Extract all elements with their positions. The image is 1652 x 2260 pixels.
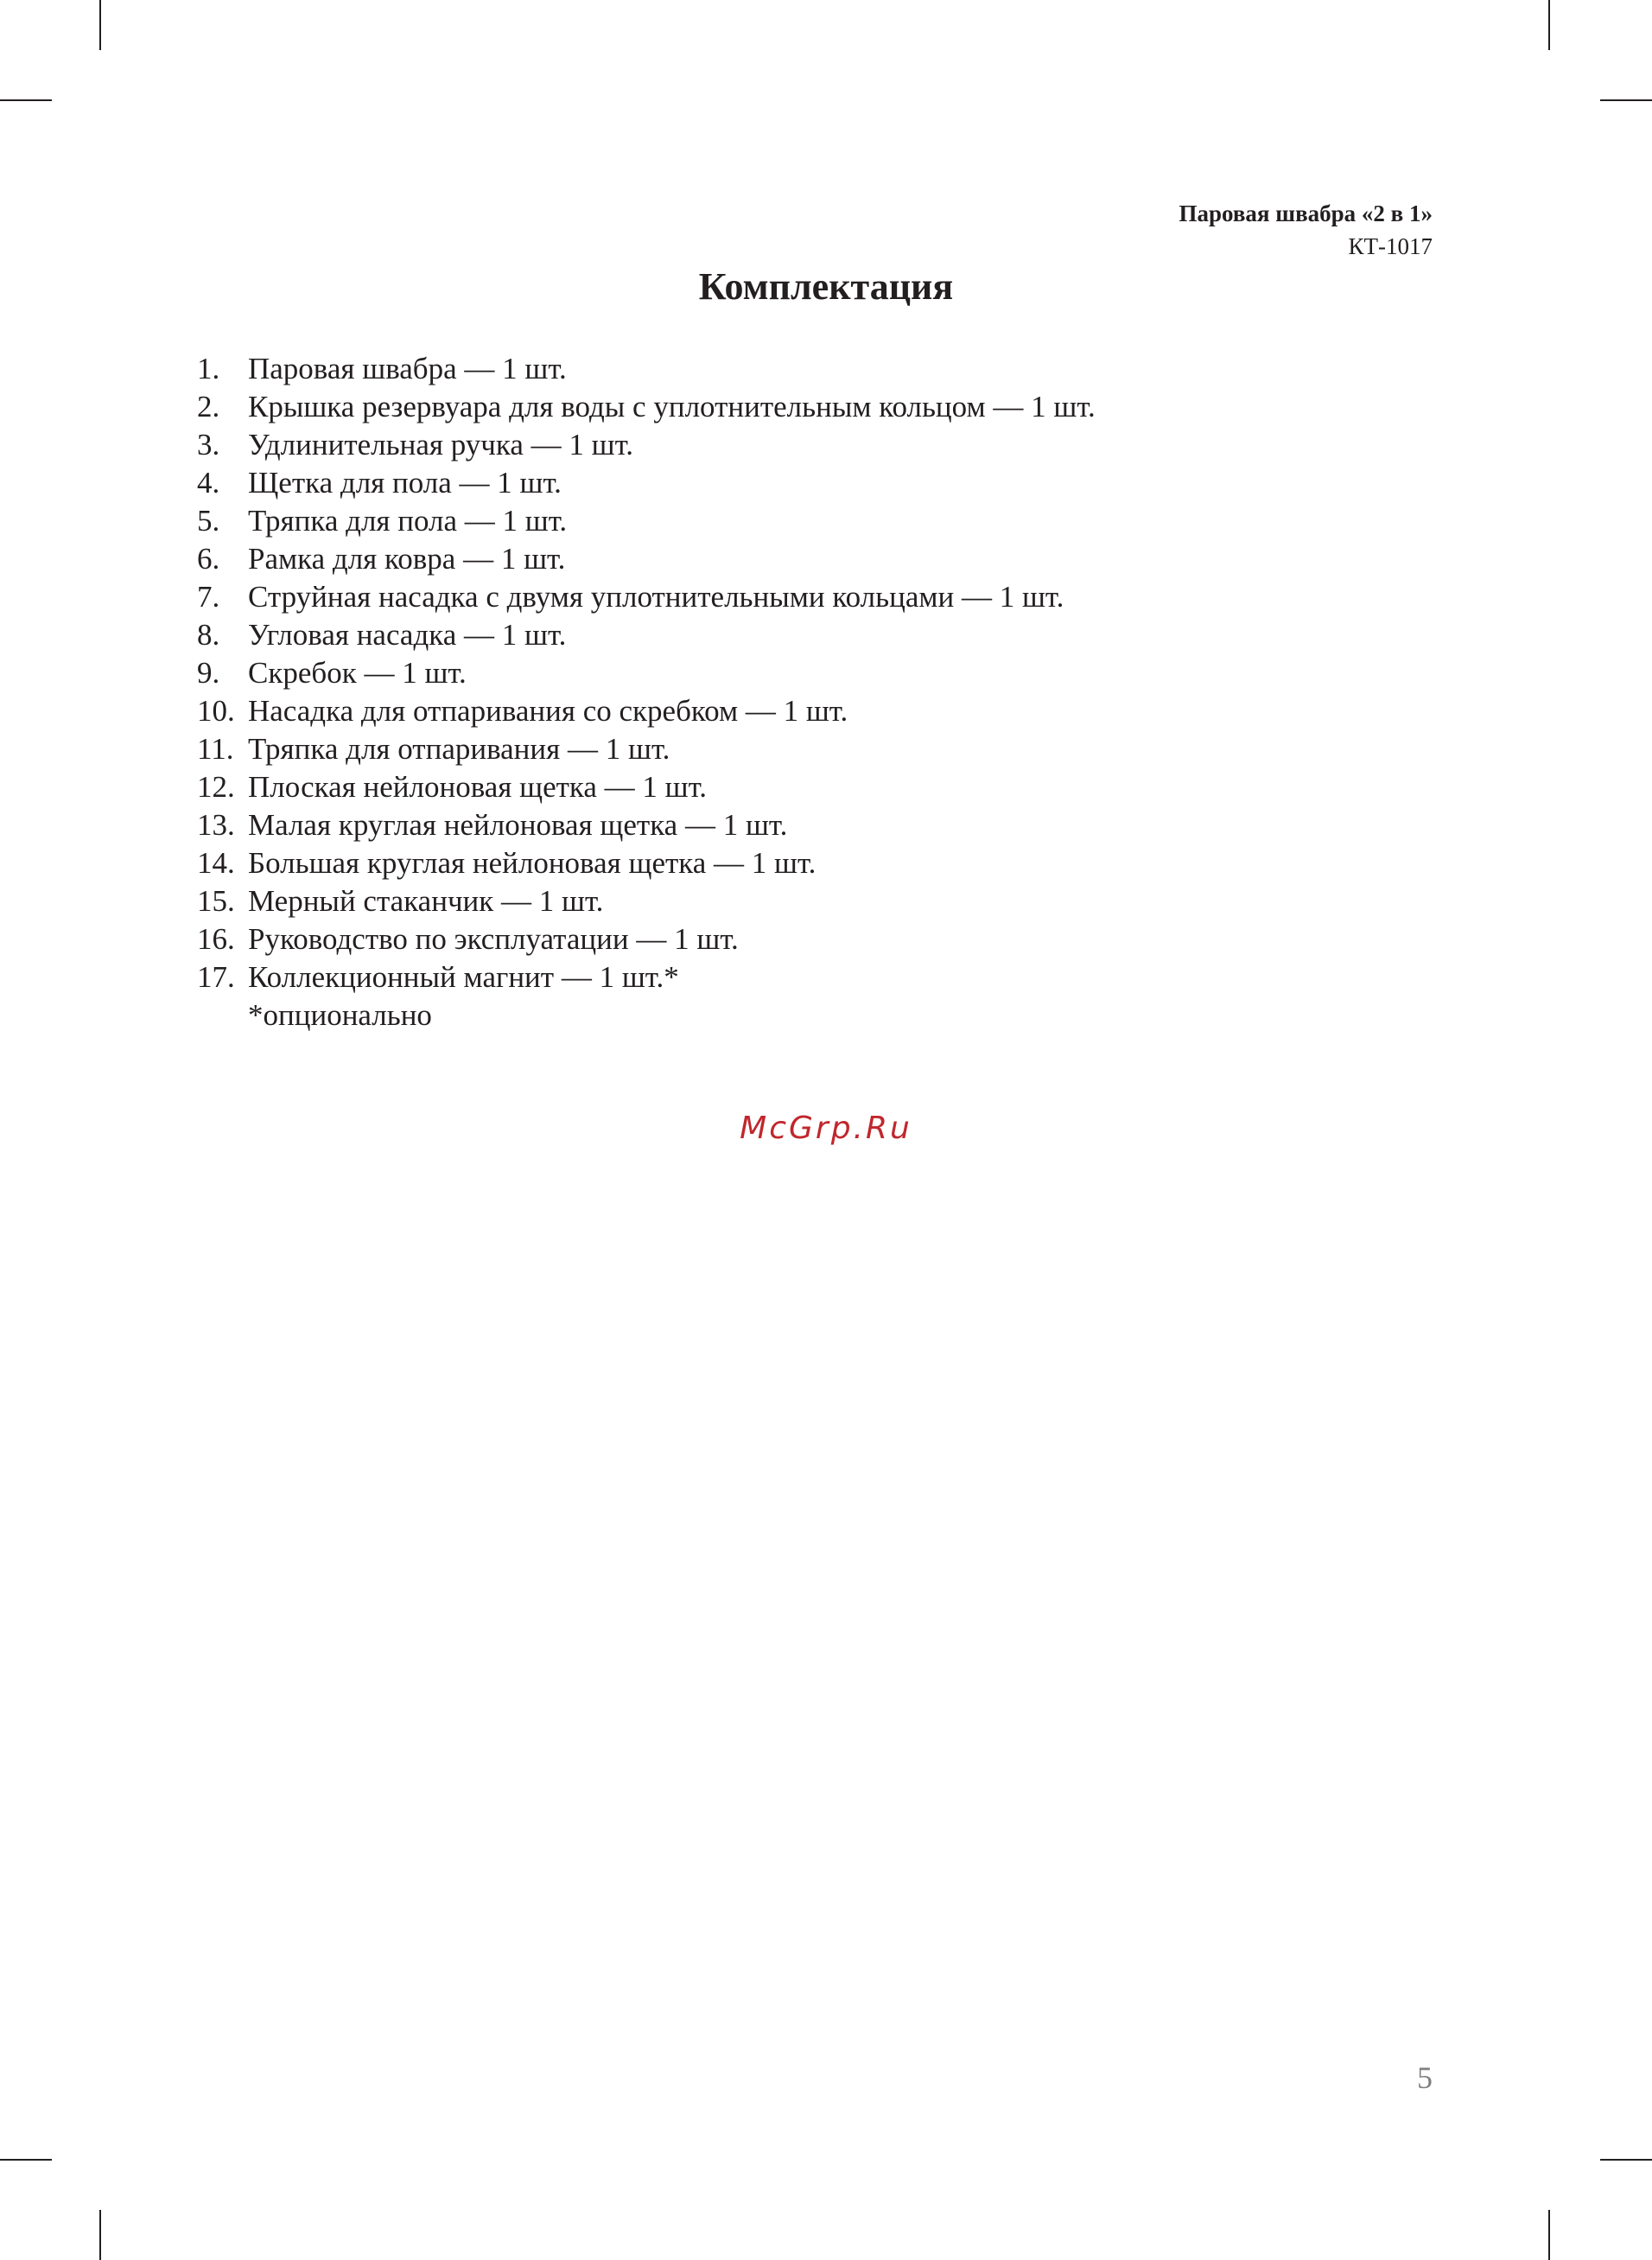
- crop-mark: [0, 99, 52, 101]
- crop-mark: [1548, 2210, 1550, 2260]
- list-item: [197, 692, 1096, 730]
- list-item-number: 14.: [197, 846, 235, 880]
- list-item: [197, 540, 1096, 578]
- list-item-text: Большая круглая нейлоновая щетка — 1 шт.: [248, 846, 816, 880]
- list-item: [197, 578, 1096, 616]
- list-item: [197, 768, 1096, 806]
- list-item: [197, 920, 1096, 958]
- list-item-number: 11.: [197, 732, 234, 766]
- list-item-text: Насадка для отпаривания со скребком — 1 шт.: [248, 694, 848, 728]
- list-item-number: 12.: [197, 770, 235, 804]
- list-item-number: 16.: [197, 922, 235, 956]
- list-item-number: 6.: [197, 542, 220, 576]
- list-item: [197, 616, 1096, 654]
- list-item: [197, 388, 1096, 426]
- list-item: [197, 654, 1096, 692]
- list-item-text: Крышка резервуара для воды с уплотнительным кольцом — 1 шт.: [248, 390, 1096, 423]
- list-item-number: 8.: [197, 618, 220, 652]
- list-item-text: Тряпка для отпаривания — 1 шт.: [248, 732, 670, 766]
- crop-mark: [1548, 0, 1550, 50]
- product-name: Паровая швабра «2 в 1»: [1179, 201, 1433, 226]
- page-title: Комплектация: [698, 265, 954, 308]
- list-item-text: Коллекционный магнит — 1 шт.*: [248, 960, 679, 994]
- list-item-text: Струйная насадка с двумя уплотнительными кольцами — 1 шт.: [248, 580, 1064, 614]
- list-item-number: 13.: [197, 808, 235, 842]
- list-item-text: Рамка для ковра — 1 шт.: [248, 542, 566, 576]
- crop-mark: [99, 2210, 101, 2260]
- model-number: КТ-1017: [1348, 233, 1433, 259]
- list-item: [197, 844, 1096, 882]
- list-item-text: Мерный стаканчик — 1 шт.: [248, 884, 604, 918]
- list-item: [197, 882, 1096, 920]
- list-item-text: Удлинительная ручка — 1 шт.: [248, 428, 633, 462]
- list-item: [197, 464, 1096, 502]
- list-item-number: 5.: [197, 504, 220, 538]
- list-item-number: 15.: [197, 884, 235, 918]
- list-item: [197, 426, 1096, 464]
- watermark[interactable]: McGrp.Ru: [740, 1111, 912, 1146]
- running-header: [1179, 197, 1433, 263]
- list-item-text: Руководство по эксплуатации — 1 шт.: [248, 922, 739, 956]
- crop-mark: [0, 2159, 52, 2161]
- crop-mark: [1600, 99, 1652, 101]
- list-item-text: Паровая швабра — 1 шт.: [248, 352, 567, 385]
- list-item-number: 9.: [197, 656, 220, 690]
- list-item-text: Щетка для пола — 1 шт.: [248, 466, 562, 500]
- crop-mark: [99, 0, 101, 50]
- list-item-text: Скребок — 1 шт.: [248, 656, 467, 690]
- list-item-text: Тряпка для пола — 1 шт.: [248, 504, 568, 538]
- package-contents-list: [197, 350, 1096, 996]
- page-number: 5: [1417, 2060, 1433, 2095]
- list-item-number: 4.: [197, 466, 220, 500]
- list-item-number: 7.: [197, 580, 220, 614]
- list-item-text: Плоская нейлоновая щетка — 1 шт.: [248, 770, 708, 804]
- list-item: [197, 502, 1096, 540]
- footnote: *опционально: [248, 998, 432, 1032]
- list-item-text: Угловая насадка — 1 шт.: [248, 618, 567, 652]
- list-item-text: Малая круглая нейлоновая щетка — 1 шт.: [248, 808, 788, 842]
- list-item: [197, 350, 1096, 388]
- list-item: [197, 958, 1096, 996]
- list-item-number: 17.: [197, 960, 235, 994]
- list-item: [197, 806, 1096, 844]
- crop-mark: [1600, 2159, 1652, 2161]
- list-item-number: 10.: [197, 694, 235, 728]
- list-item: [197, 730, 1096, 768]
- list-item-number: 1.: [197, 352, 220, 385]
- list-item-number: 3.: [197, 428, 220, 462]
- list-item-number: 2.: [197, 390, 220, 423]
